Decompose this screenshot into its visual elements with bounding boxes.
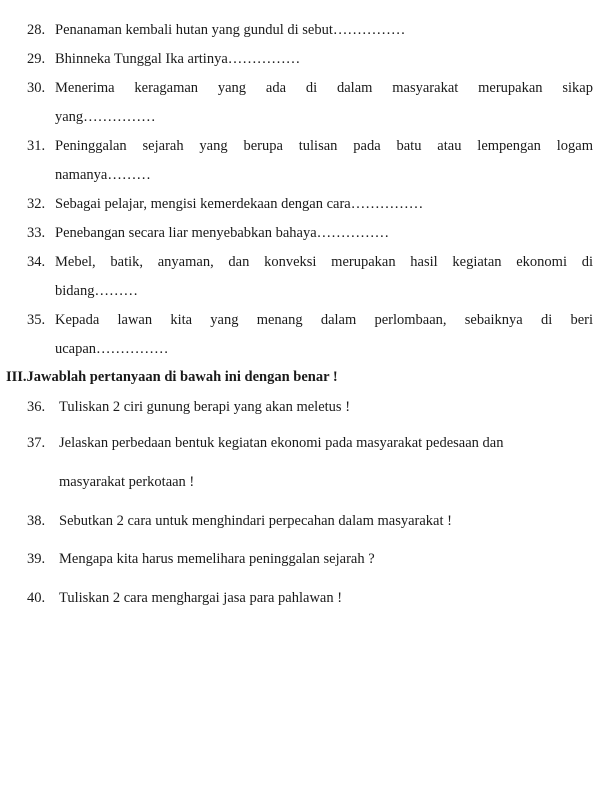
- question-37: [27, 431, 503, 455]
- question-number: 38.: [27, 513, 46, 529]
- question-number: 36.: [27, 399, 46, 415]
- question-text: Tuliskan 2 ciri gunung berapi yang akan meletus !: [59, 399, 351, 415]
- question-36: [27, 395, 350, 419]
- question-text-line-1: Peninggalan sejarah yang berupa tulisan pada batu atau lempengan logam: [55, 138, 593, 154]
- question-text-line-2: bidang………: [55, 283, 138, 299]
- question-text: Sebagai pelajar, mengisi kemerdekaan dengan cara……………: [55, 196, 424, 212]
- question-number: 29.: [27, 51, 46, 67]
- question-number: 30.: [27, 80, 46, 96]
- question-text: Penebangan secara liar menyebabkan bahaya……………: [55, 225, 390, 241]
- question-text: Mengapa kita harus memelihara peninggalan sejarah ?: [59, 551, 375, 567]
- question-text-line-1: Jelaskan perbedaan bentuk kegiatan ekonomi pada masyarakat pedesaan dan: [59, 435, 504, 451]
- question-text-line-1: Mebel, batik, anyaman, dan konveksi merupakan hasil kegiatan ekonomi di: [55, 254, 593, 270]
- question-text: Penanaman kembali hutan yang gundul di sebut……………: [55, 22, 406, 38]
- question-number: 32.: [27, 196, 46, 212]
- question-number: 31.: [27, 138, 46, 154]
- question-text-line-1: Menerima keragaman yang ada di dalam masyarakat merupakan sikap: [55, 80, 593, 96]
- question-text: Sebutkan 2 cara untuk menghindari perpecahan dalam masyarakat !: [59, 513, 452, 529]
- question-text: Tuliskan 2 cara menghargai jasa para pahlawan !: [59, 590, 343, 606]
- question-number: 39.: [27, 551, 46, 567]
- question-37-line-2: masyarakat perkotaan !: [59, 474, 195, 490]
- section-heading: III.Jawablah pertanyaan di bawah ini dengan benar !: [6, 369, 338, 385]
- question-40: [27, 586, 342, 610]
- question-text-line-1: Kepada lawan kita yang menang dalam perlombaan, sebaiknya di beri: [55, 312, 593, 328]
- question-text-line-2: yang……………: [55, 109, 156, 125]
- question-number: 35.: [27, 312, 46, 328]
- question-number: 34.: [27, 254, 46, 270]
- question-number: 33.: [27, 225, 46, 241]
- question-text: Bhinneka Tunggal Ika artinya……………: [55, 51, 301, 67]
- question-text-line-2: namanya………: [55, 167, 151, 183]
- question-39: [27, 547, 375, 571]
- question-38: [27, 509, 452, 533]
- question-text-line-2: ucapan……………: [55, 341, 169, 357]
- question-number: 28.: [27, 22, 46, 38]
- question-number: 37.: [27, 435, 46, 451]
- question-number: 40.: [27, 590, 46, 606]
